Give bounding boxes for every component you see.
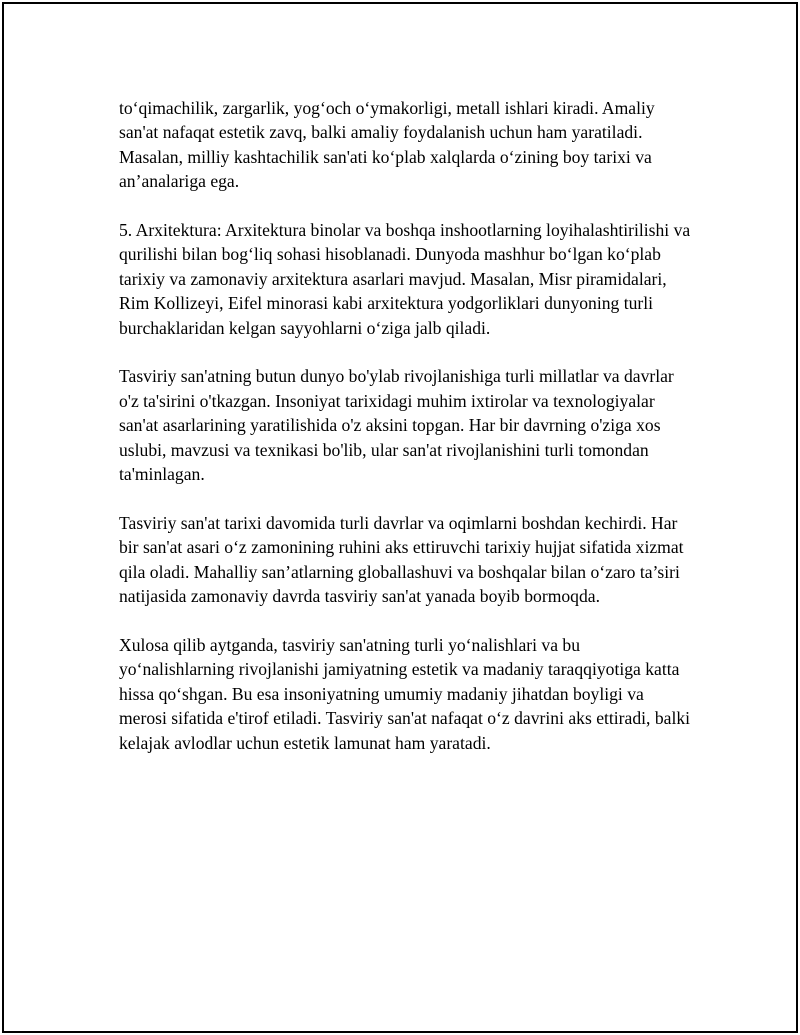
paragraph-architecture: 5. Arxitektura: Arxitektura binolar va boshqa inshootlarning loyihalashtirilishi va qurilishi bilan bog‘liq sohasi hisoblanadi. Dunyoda mashhur bo‘lgan ko‘plab tarixiy va zamonaviy arxitektura asarlari mavjud. Masalan, Misr piramidalari, Rim Kollizeyi, Eifel minorasi kabi arxitektura yodgorliklari dunyoning turli burchaklaridan kelgan sayyohlarni o‘ziga jalb qiladi. bbox=[119, 220, 691, 338]
page bbox=[2, 2, 798, 1033]
document-body bbox=[119, 96, 694, 779]
paragraph-art-history: Tasviriy san'at tarixi davomida turli davrlar va oqimlarni boshdan kechirdi. Har bir san'at asari o‘z zamonining ruhini aks ettiruvchi tarixiy hujjat sifatida xizmat qila oladi. Mahalliy san’atlarning globallashuvi va boshqalar bilan o‘zaro ta’siri natijasida zamonaviy davrda tasviriy san'at yanada boyib bormoqda. bbox=[119, 512, 684, 607]
paragraph-applied-art: to‘qimachilik, zargarlik, yog‘och o‘ymakorligi, metall ishlari kiradi. Amaliy san'at nafaqat estetik zavq, balki amaliy foydalanish uchun ham yaratiladi. Masalan, milliy kashtachilik san'ati ko‘plab xalqlarda o‘zining boy tarixi va an’analariga ega. bbox=[119, 98, 655, 192]
paragraph-world-development: Tasviriy san'atning butun dunyo bo'ylab rivojlanishiga turli millatlar va davrlar o'z ta'sirini o'tkazgan. Insoniyat tarixidagi muhim ixtirolar va texnologiyalar san'at asarlarining yaratilishida o'z aksini topgan. Har bir davrning o'ziga xos uslubi, mavzusi va texnikasi bo'lib, ular san'at rivojlanishini turli tomondan ta'minlagan. bbox=[119, 366, 674, 485]
paragraph-conclusion: Xulosa qilib aytganda, tasviriy san'atning turli yo‘nalishlari va bu yo‘nalishlarning rivojlanishi jamiyatning estetik va madaniy taraqqiyotiga katta hissa qo‘shgan. Bu esa insoniyatning umumiy madaniy jihatdan boyligi va merosi sifatida e'tirof etiladi. Tasviriy san'at nafaqat o‘z davrini aks ettiradi, balki kelajak avlodlar uchun estetik lamunat ham yaratadi. bbox=[119, 634, 691, 753]
